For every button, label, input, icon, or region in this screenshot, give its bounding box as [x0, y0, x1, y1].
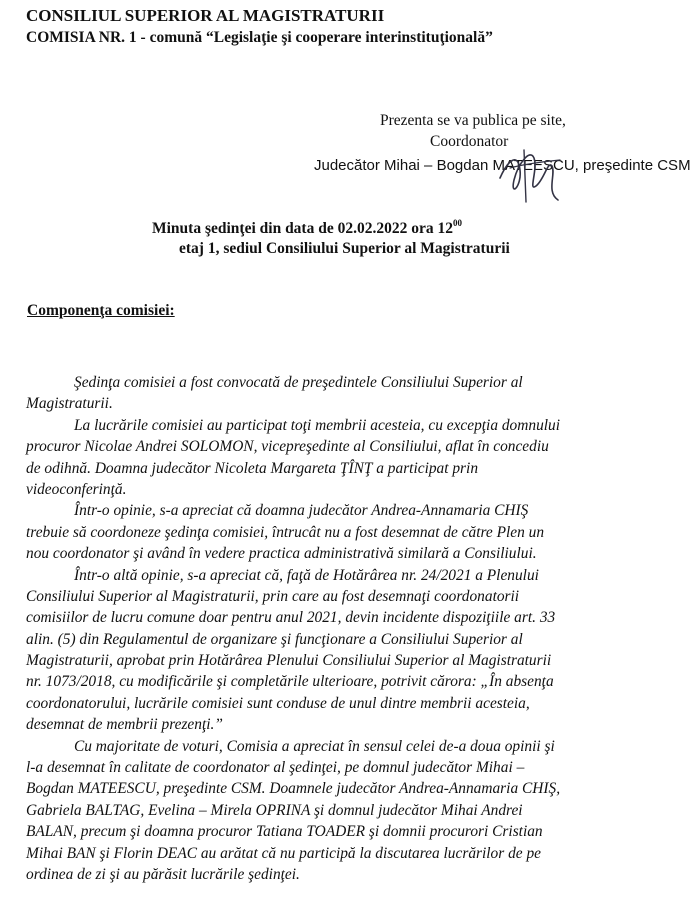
body-line: Şedinţa comisiei a fost convocată de preşedintele Consiliului Superior al: [74, 374, 523, 391]
coordinator-label: Coordonator: [430, 133, 509, 150]
body-line: Gabriela BALTAG, Evelina – Mirela OPRINA şi domnul judecător Mihai Andrei: [26, 801, 523, 819]
body-line: Într-o altă opinie, s-a apreciat că, faţă de Hotărârea nr. 24/2021 a Plenului: [74, 566, 539, 584]
body-line: ordinea de zi şi au părăsit lucrările şedinţei.: [26, 865, 300, 883]
body-line: trebuie să coordoneze şedinţa comisiei, întrucât nu a fost desemnat de către Plen un: [26, 523, 545, 541]
minute-title: [152, 218, 462, 238]
section-heading: Componenţa comisiei:: [27, 302, 175, 319]
body-line: Cu majoritate de voturi, Comisia a apreciat în sensul celei de-a doua opinii şi: [74, 737, 555, 755]
body-line: desemnat de membrii prezenţi.”: [26, 716, 223, 734]
body-line: Într-o opinie, s-a apreciat că doamna judecător Andrea-Annamaria CHIŞ: [74, 502, 529, 520]
body-line: de odihnă. Doamna judecător Nicoleta Margareta ŢÎNŢ a participat prin: [26, 459, 479, 477]
commission-name-heading: COMISIA NR. 1 - comună “Legislaţie şi cooperare interinstituţională”: [26, 29, 493, 46]
body-line: La lucrările comisiei au participat toţi membrii acesteia, cu excepţia domnului: [74, 416, 561, 434]
body-line: alin. (5) din Regulamentul de organizare şi funcţionare a Consiliului Superior al: [26, 630, 523, 648]
body-line: comisiilor de lucru comune doar pentru anul 2021, devin incidente dispoziţiile art. 33: [26, 609, 556, 627]
publication-note: Prezenta se va publica pe site,: [380, 112, 566, 129]
minute-title-text: Minuta şedinţei din data de 02.02.2022 ora 12: [152, 220, 453, 237]
body-line: Consiliului Superior al Magistraturii, prin care au fost desemnaţi coordonatorii: [26, 587, 520, 605]
body-line: Magistraturii.: [26, 395, 113, 413]
body-line: nou coordonator şi având în vedere practica administrativă similară a Consiliului.: [26, 545, 537, 563]
body-line: nr. 1073/2018, cu modificările şi completările ulterioare, potrivit cărora: „În absenţa: [26, 673, 554, 691]
council-name-heading: CONSILIUL SUPERIOR AL MAGISTRATURII: [26, 6, 385, 25]
minute-title-minutes: 00: [452, 218, 462, 228]
body-line: videoconferinţă.: [26, 480, 127, 498]
body-line: Bogdan MATEESCU, preşedinte CSM. Doamnele judecător Andrea-Annamaria CHIŞ,: [26, 780, 561, 798]
body-line: coordonatorului, lucrările comisiei sunt conduse de unul dintre membrii acesteia,: [26, 694, 530, 712]
handwritten-signature: [490, 140, 570, 210]
body-line: Mihai BAN şi Florin DEAC au arătat că nu participă la discutarea lucrărilor de pe: [26, 844, 541, 862]
body-line: procuror Nicolae Andrei SOLOMON, vicepreşedinte al Consiliului, aflat în concediu: [26, 438, 549, 456]
body-line: Magistraturii, aprobat prin Hotărârea Plenului Consiliului Superior al Magistraturii: [26, 652, 552, 670]
body-line: BALAN, precum şi doamna procuror Tatiana TOADER şi domnii procurori Cristian: [26, 823, 543, 841]
body-text: [26, 372, 680, 885]
coordinator-name: Judecător Mihai – Bogdan MATEESCU, preşedinte CSM: [314, 157, 691, 174]
body-line: l-a desemnat în calitate de coordonator al şedinţei, pe domnul judecător Mihai –: [26, 759, 525, 777]
minute-location: etaj 1, sediul Consiliului Superior al Magistraturii: [179, 240, 510, 257]
